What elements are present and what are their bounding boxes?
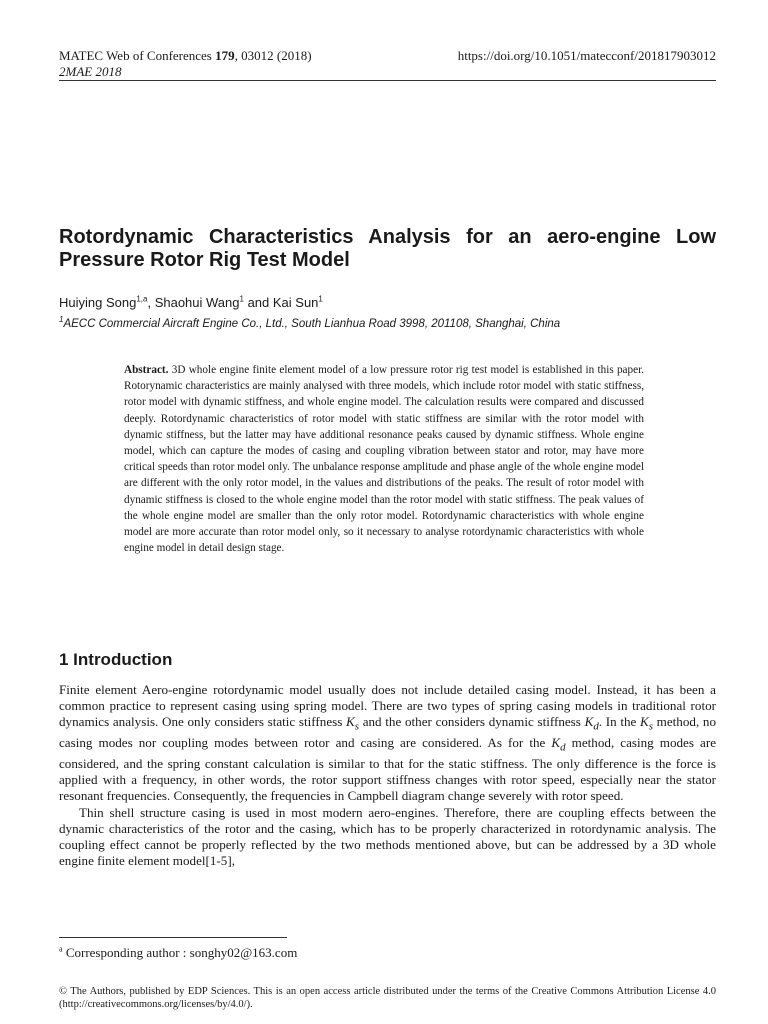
affiliation-text: AECC Commercial Aircraft Engine Co., Ltd., South Lianhua Road 3998, 201108, Shanghai, China	[63, 318, 561, 330]
symbol-kd	[551, 735, 566, 754]
author-list	[59, 295, 323, 311]
header-divider	[59, 80, 716, 81]
section-heading: 1 Introduction	[59, 650, 173, 669]
text-run: and the other considers dynamic stiffness	[359, 714, 585, 730]
author-name: Shaohui Wang	[154, 295, 240, 310]
journal-citation	[59, 48, 312, 64]
symbol-subscript: s	[354, 721, 360, 734]
symbol-base: K	[551, 735, 561, 751]
footnote-text: Corresponding author : songhy02@163.com	[62, 945, 298, 960]
doi-link[interactable]: https://doi.org/10.1051/matecconf/201817903012	[457, 48, 716, 63]
text-run: Finite element Aero-engine rotordynamic model usually does not include detailed casing model. Instead, it has been a common practice to represent casing using spring model. There are two types of spring casing models in traditional rotor dynamics analysis. One only considers static stiffness	[59, 682, 716, 730]
license-notice: © The Authors, published by EDP Sciences. This is an open access article distributed under the terms of the Creative Commons Attribution License 4.0 (http://creativecommons.org/licenses/by/4.0/).	[59, 986, 716, 1010]
paragraph	[59, 682, 716, 805]
abstract	[124, 362, 644, 556]
author-affiliation-mark: 1	[239, 294, 244, 304]
symbol-kd	[584, 714, 599, 734]
author-affiliation-mark: 1,a	[136, 294, 148, 304]
paragraph: Thin shell structure casing is used in most modern aero-engines. Therefore, there are coupling effects between the dynamic characteristics of the rotor and the casing, which has to be properly characterized in rotordynamic analysis. The coupling effect cannot be properly reflected by the two methods mentioned above, but can be addressed by a 3D whole engine finite element model[1-5],	[59, 804, 716, 869]
symbol-subscript: s	[648, 721, 653, 734]
affiliation-mark: 1	[59, 315, 64, 325]
body-text	[59, 682, 716, 869]
header-row	[59, 48, 716, 64]
author-name: Kai Sun	[272, 295, 319, 310]
paper-title: Rotordynamic Characteristics Analysis for an aero-engine Low Pressure Rotor Rig Test Model	[59, 226, 716, 271]
symbol-base: K	[584, 714, 594, 730]
author-affiliation-mark: 1	[318, 294, 323, 304]
affiliation	[59, 317, 560, 332]
symbol-ks	[640, 714, 653, 734]
symbol-subscript: d	[560, 741, 566, 754]
article-number: , 03012 (2018)	[234, 48, 312, 63]
symbol-base: K	[346, 714, 355, 730]
text-run: . In the	[598, 714, 640, 730]
symbol-ks	[346, 714, 360, 734]
footnote-mark: a	[59, 944, 63, 954]
journal-volume: 179	[215, 48, 235, 63]
text-run: method, casing modes are considered, and the spring constant calculation is similar to that for the static stiffness. The only difference is the force is applied with a frequency, in other words, the rotor support stiffness changes with rotor speed, especially near the stator resonant frequencies. Consequently, the frequencies in Campbell diagram change severely with rotor speed.	[59, 735, 717, 804]
footnote-divider	[59, 937, 287, 938]
symbol-base: K	[640, 714, 649, 730]
author-separator: and	[243, 295, 273, 310]
author-name: Huiying Song	[59, 295, 137, 310]
footnote	[59, 945, 297, 961]
author-separator: ,	[147, 295, 155, 310]
conference-name: 2MAE 2018	[59, 64, 122, 79]
running-header	[59, 48, 716, 80]
abstract-label: Abstract.	[124, 364, 169, 376]
abstract-text: 3D whole engine finite element model of a low pressure rotor rig test model is established in this paper. Rotorynamic characteristics are mainly analysed with three models, which include rotor model with static stiffness, rotor model with dynamic stiffness, and whole engine model. The calculation results were compared and discussed deeply. Rotordynamic characteristics of rotor model with static stiffness are similar with the rotor model with dynamic stiffness, but the latter may have additional resonance peaks caused by dynamic stiffness. Whole engine model, which can capture the modes of casing and coupling vibration between stator and rotor, may have more critical speeds than rotor model only. The unbalance response amplitude and phase angle of the whole engine model are different with the only rotor model, in the values and distributions of the peaks. The result of rotor model with dynamic stiffness is closed to the whole engine model than the rotor model with static stiffness. The peak values of the whole engine model are smaller than the only rotor model. Rotordynamic characteristics with whole engine model are more accurate than rotor model only, so it necessary to analyse rotordynamic characteristics with whole engine model in detail design stage.	[124, 364, 644, 555]
text-run: method, no casing modes nor coupling modes between rotor and casing are considered. As for the	[59, 714, 716, 751]
journal-name: MATEC Web of Conferences	[59, 48, 216, 63]
symbol-subscript: d	[593, 721, 599, 734]
